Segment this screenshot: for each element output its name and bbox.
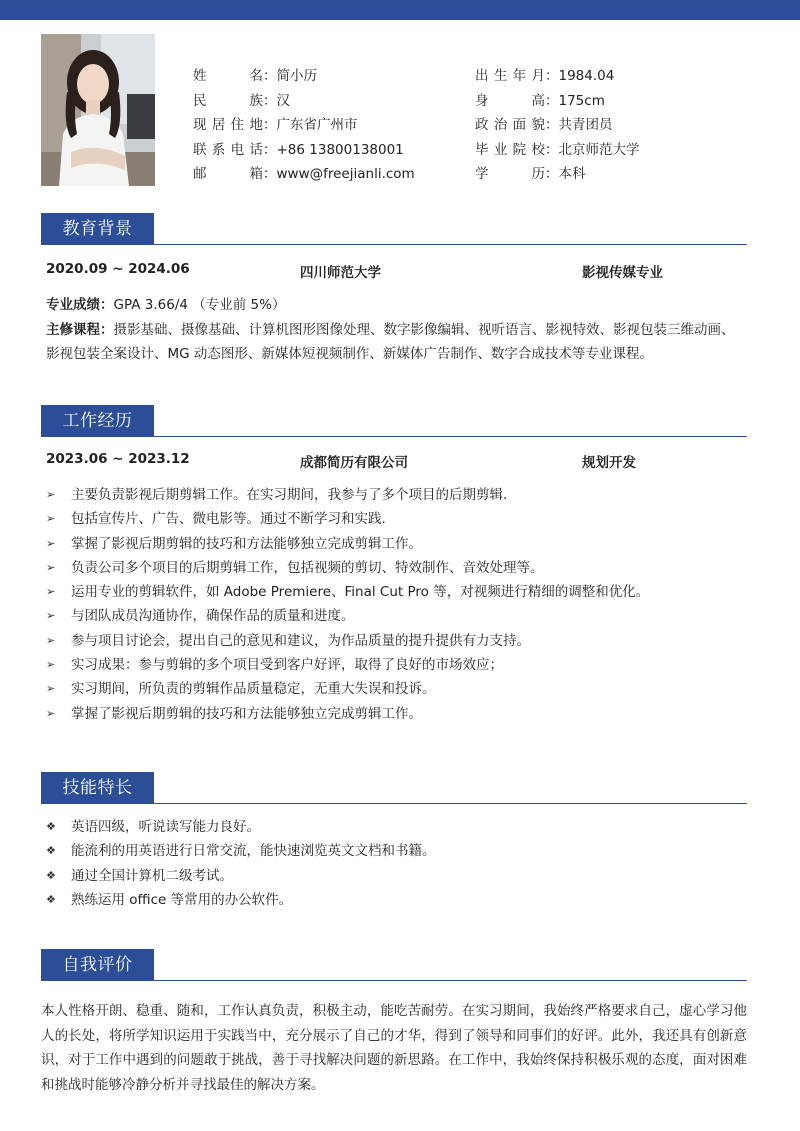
info-row: 现居住地：广东省广州市	[193, 113, 415, 138]
info-value: +86 13800138001	[276, 141, 404, 158]
info-label: 邮箱	[193, 166, 263, 182]
list-item: ➢ 掌握了影视后期剪辑的技巧和方法能够独立完成剪辑工作。	[46, 532, 746, 556]
diamond-bullet-icon: ❖	[46, 868, 56, 882]
education-entry-header	[46, 261, 746, 281]
education-gpa	[46, 293, 746, 317]
work-entry-header	[46, 451, 746, 471]
list-item: ➢ 实习期间，所负责的剪辑作品质量稳定，无重大失误和投诉。	[46, 677, 746, 701]
info-label: 出生年月	[475, 68, 545, 84]
list-item: ➢ 参与项目讨论会，提出自己的意见和建议，为作品质量的提升提供有力支持。	[46, 629, 746, 653]
arrow-bullet-icon: ➢	[46, 633, 56, 647]
section-header-education	[41, 213, 747, 245]
skills-bullet-list	[46, 815, 746, 912]
work-bullet-list	[46, 483, 746, 726]
education-major: 影视传媒专业	[582, 265, 663, 281]
section-title: 工作经历	[41, 405, 154, 437]
arrow-bullet-icon: ➢	[46, 560, 56, 574]
list-item: ➢ 运用专业的剪辑软件，如 Adobe Premiere、Final Cut Pro 等，对视频进行精细的调整和优化。	[46, 580, 746, 604]
info-label: 学历	[475, 166, 545, 182]
personal-info-right	[475, 64, 640, 187]
work-period: 2023.06 ~ 2023.12	[46, 451, 190, 467]
info-value: www@freejianli.com	[276, 166, 415, 182]
info-row: 邮箱：www@freejianli.com	[193, 162, 415, 187]
info-value: 1984.04	[558, 68, 615, 84]
work-role: 规划开发	[582, 455, 636, 471]
info-row: 姓名：简小历	[193, 64, 415, 89]
arrow-bullet-icon: ➢	[46, 512, 56, 526]
arrow-bullet-icon: ➢	[46, 682, 56, 696]
list-item: ➢ 实习成果：参与剪辑的多个项目受到客户好评，取得了良好的市场效应；	[46, 653, 746, 677]
section-header-self-evaluation	[41, 949, 747, 981]
info-row: 身高：175cm	[475, 89, 640, 114]
gpa-value: GPA 3.66/4 （专业前 5%）	[113, 297, 286, 313]
info-label: 民族	[193, 92, 263, 109]
section-title: 教育背景	[41, 213, 154, 245]
info-row: 出生年月：1984.04	[475, 64, 640, 89]
list-item: ➢ 包括宣传片、广告、微电影等。通过不断学习和实践.	[46, 507, 746, 531]
info-value: 共青团员	[558, 117, 613, 133]
info-value: 175cm	[558, 92, 605, 109]
diamond-bullet-icon: ❖	[46, 892, 56, 906]
arrow-bullet-icon: ➢	[46, 658, 56, 672]
section-header-work	[41, 405, 747, 437]
info-value: 简小历	[276, 68, 317, 84]
arrow-bullet-icon: ➢	[46, 609, 56, 623]
profile-photo	[41, 34, 155, 186]
list-item: ❖ 熟练运用 office 等常用的办公软件。	[46, 888, 746, 912]
list-item: ➢ 与团队成员沟通协作，确保作品的质量和进度。	[46, 604, 746, 628]
section-header-skills	[41, 772, 747, 804]
section-title: 自我评价	[41, 949, 154, 981]
education-period: 2020.09 ~ 2024.06	[46, 261, 190, 277]
personal-info-left	[193, 64, 415, 187]
info-row: 联系电话：+86 13800138001	[193, 138, 415, 163]
courses-label: 主修课程：	[46, 322, 114, 338]
info-label: 政治面貌	[475, 117, 545, 133]
info-row: 毕业院校：北京师范大学	[475, 138, 640, 163]
work-company: 成都简历有限公司	[300, 455, 408, 471]
education-school: 四川师范大学	[300, 265, 381, 281]
section-divider	[154, 980, 747, 982]
info-label: 姓名	[193, 68, 263, 84]
info-label: 联系电话	[193, 141, 263, 158]
courses-value: 摄影基础、摄像基础、计算机图形图像处理、数字影像编辑、视听语言、影视特效、影视包装三维动画、影视包装全案设计、MG 动态图形、新媒体短视频制作、新媒体广告制作、数字合成技术等专业课程。	[46, 322, 735, 362]
section-title: 技能特长	[41, 772, 154, 804]
info-value: 北京师范大学	[558, 141, 640, 158]
info-row: 政治面貌：共青团员	[475, 113, 640, 138]
diamond-bullet-icon: ❖	[46, 844, 56, 858]
section-divider	[154, 244, 747, 246]
arrow-bullet-icon: ➢	[46, 706, 56, 720]
list-item: ❖ 能流利的用英语进行日常交流，能快速浏览英文文档和书籍。	[46, 839, 746, 863]
arrow-bullet-icon: ➢	[46, 585, 56, 599]
diamond-bullet-icon: ❖	[46, 820, 56, 833]
list-item: ➢ 负责公司多个项目的后期剪辑工作，包括视频的剪切、特效制作、音效处理等。	[46, 556, 746, 580]
list-item: ❖ 英语四级，听说读写能力良好。	[46, 815, 746, 839]
list-item: ➢ 掌握了影视后期剪辑的技巧和方法能够独立完成剪辑工作。	[46, 702, 746, 726]
top-accent-bar	[0, 0, 800, 20]
info-label: 毕业院校	[475, 141, 545, 158]
info-label: 现居住地	[193, 117, 263, 133]
arrow-bullet-icon: ➢	[46, 488, 56, 501]
info-value: 汉	[276, 92, 290, 109]
info-label: 身高	[475, 92, 545, 109]
arrow-bullet-icon: ➢	[46, 536, 56, 550]
section-divider	[154, 803, 747, 805]
list-item: ➢ 主要负责影视后期剪辑工作。在实习期间，我参与了多个项目的后期剪辑.	[46, 483, 746, 507]
section-divider	[154, 436, 747, 438]
info-value: 广东省广州市	[276, 117, 358, 133]
info-value: 本科	[558, 166, 586, 182]
list-item: ❖ 通过全国计算机二级考试。	[46, 864, 746, 888]
info-row: 民族：汉	[193, 89, 415, 114]
self-evaluation-text: 本人性格开朗、稳重、随和，工作认真负责，积极主动，能吃苦耐劳。在实习期间，我始终严格要求自己，虚心学习他人的长处，将所学知识运用于实践当中，充分展示了自己的才华，得到了领导和同事们的好评。此外，我还具有创新意识，对于工作中遇到的问题敢于挑战，善于寻找解决问题的新思路。在工作中，我始终保持积极乐观的态度，面对困难和挑战时能够冷静分析并寻找最佳的解决方案。	[41, 1003, 747, 1093]
gpa-label: 专业成绩：	[46, 297, 114, 313]
info-row: 学历：本科	[475, 162, 640, 187]
education-courses	[46, 318, 746, 366]
